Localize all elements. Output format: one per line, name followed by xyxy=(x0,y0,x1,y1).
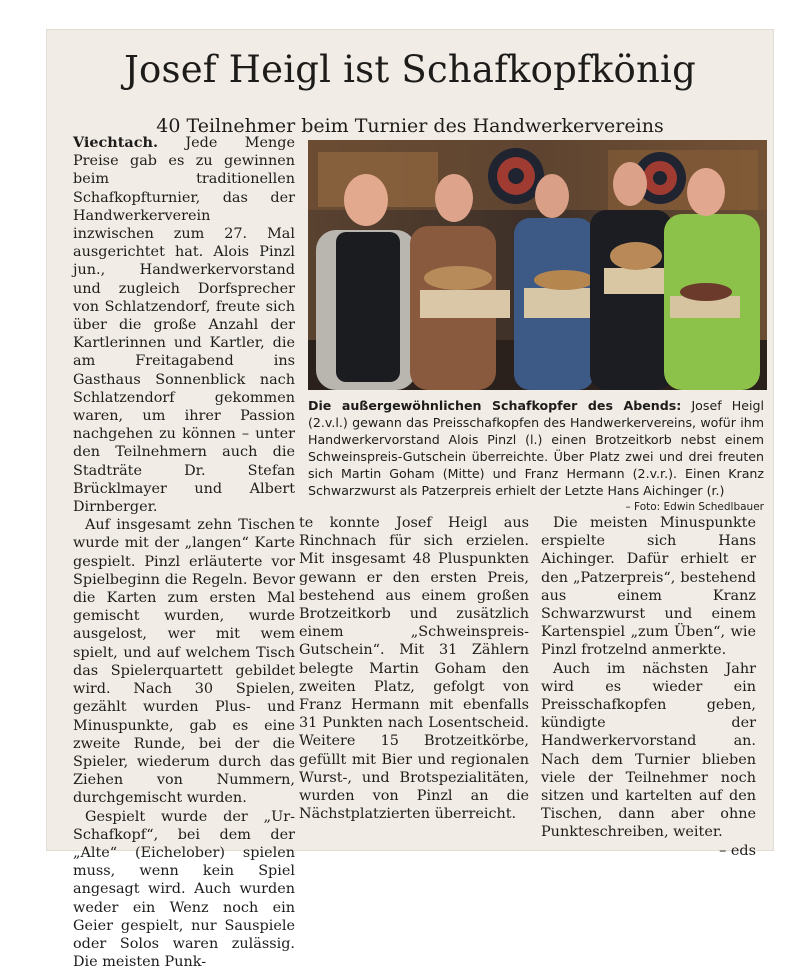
photo-credit: – Foto: Edwin Schedlbauer xyxy=(625,501,764,513)
caption-text: Josef Heigl (2.v.l.) gewann das Preisschafkopfen des Handwerkervereins, wofür ihm Handwerkervorstand Alois Pinzl (l.) einen Brotzeitkorb nebst einem Schweinspreis-Gutschein überreichte. Über Platz zwei und drei freuten sich Martin Goham (Mitte) und Franz Hermann (2.v.r.). Einen Kranz Schwarzwurst als Patzerpreis erhielt der Letzte Hans Aichinger (r.) xyxy=(308,398,764,498)
group-photo xyxy=(308,140,767,390)
article-column-3 xyxy=(541,514,756,860)
paragraph-patzerpreis: Die meisten Minuspunkte erspielte sich Hans Aichinger. Dafür erhielt er den „Patzerpreis“, bestehend aus einem Kranz Schwarzwurst und einem Kartenspiel „zum Üben“, wie Pinzl frotzelnd anmerkte. xyxy=(541,515,756,659)
photo-illustration xyxy=(308,140,767,390)
dateline: Viechtach. xyxy=(73,134,158,151)
photo-caption xyxy=(308,397,764,516)
headline: Josef Heigl ist Schafkopfkönig xyxy=(124,48,696,91)
paragraph-game-type: Gespielt wurde der „Ur-Schafkopf“, bei dem der „Alte“ (Eichelober) spielen muss, wenn kein Spiel angesagt wird. Auch wurden weder ein Wenz noch ein Geier gespielt, nur Sauspiele oder Solos waren zulässig. Die meisten Punk- xyxy=(73,808,295,971)
author-signature: – eds xyxy=(719,842,756,859)
subheadline: 40 Teilnehmer beim Turnier des Handwerkervereins xyxy=(156,115,664,137)
article-column-1 xyxy=(73,134,295,971)
paragraph-rules: Auf insgesamt zehn Tischen wurde mit der „langen“ Karte gespielt. Pinzl erläuterte vor Spielbeginn die Regeln. Bevor die Karten zum ersten Mal gemischt wurden, wurde ausgelost, wer mit wem spielt, und auf welchem Tisch das Spielerquartett gebildet wird. Nach 30 Spielen, gezählt wurden Plus- und Minuspunkte, gab es eine zweite Runde, bei der die Spieler, wiederum durch das Ziehen von Nummern, durchgemischt wurden. xyxy=(73,517,295,807)
paragraph-intro-text: Jede Menge Preise gab es zu gewinnen beim traditionellen Schafkopfturnier, das der Handwerkerverein inzwischen zum 27. Mal ausgerichtet hat. Alois Pinzl jun., Handwerkervorstand und zugleich Dorfsprecher von Schlatzendorf, freute sich über die große Anzahl der Kartlerinnen und Kartler, die am Freitagabend ins Gasthaus Sonnenblick nach Schlatzendorf gekommen waren, um ihrer Passion nachgehen zu können – unter den Teilnehmern auch die Stadträte Dr. Stefan Brücklmayer und Albert Dirnberger. xyxy=(73,135,295,516)
newspaper-clipping xyxy=(47,30,773,971)
caption-lead: Die außergewöhnlichen Schafkopfer des Abends: xyxy=(308,398,682,413)
paragraph-outlook: Auch im nächsten Jahr wird es wieder ein Preisschafkopfen geben, kündigte der Handwerkervorstand an. Nach dem Turnier blieben viele der Teilnehmer noch sitzen und kartelten auf den Tischen, dann aber ohne Punkteschreiben, weiter. xyxy=(541,660,756,841)
paragraph-intro xyxy=(73,134,295,516)
paragraph-winner: te konnte Josef Heigl aus Rinchnach für sich erzielen. Mit insgesamt 48 Pluspunkten gewann er den ersten Preis, bestehend aus einem großen Brotzeitkorb und zusätzlich einem „Schweinspreis-Gutschein“. Mit 31 Zählern belegte Martin Goham den zweiten Platz, gefolgt von Franz Hermann mit ebenfalls 31 Punkten nach Losentscheid. Weitere 15 Brotzeitkörbe, gefüllt mit Bier und regionalen Wurst-, und Brotspezialitäten, wurden von Pinzl an die Nächstplatzierten überreicht. xyxy=(299,515,529,823)
article-column-2 xyxy=(299,514,529,823)
